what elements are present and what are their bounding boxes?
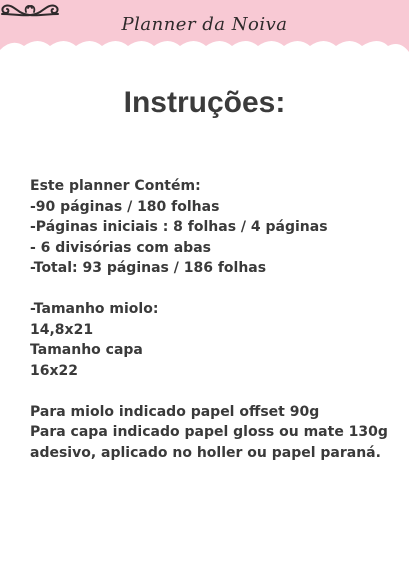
text-line: - 6 divisórias com abas (30, 239, 211, 256)
text-line: Para miolo indicado papel offset 90g (30, 403, 320, 420)
spacer (30, 279, 390, 300)
page-title: Instruções: (123, 86, 286, 119)
instructions-body (30, 176, 390, 463)
text-line: -90 páginas / 180 folhas (30, 198, 220, 215)
text-line: Para capa indicado papel gloss ou mate 130g (30, 424, 388, 440)
text-line: Tamanho capa (30, 342, 143, 358)
swirl-ornament-right-icon (0, 0, 60, 22)
text-line: -Páginas iniciais : 8 folhas / 4 páginas (30, 219, 328, 235)
header-band (0, 0, 409, 70)
spacer (30, 381, 390, 402)
text-line: -Total: 93 páginas / 186 folhas (30, 260, 267, 276)
text-line: Este planner Contém: (30, 178, 201, 194)
text-line: 16x22 (30, 362, 78, 379)
text-line: -Tamanho miolo: (30, 301, 159, 317)
brand-title: Planner da Noiva (121, 14, 288, 35)
scalloped-band (0, 0, 409, 70)
text-line: 14,8x21 (30, 321, 94, 338)
text-line: adesivo, aplicado no holler ou papel paraná. (30, 444, 381, 461)
